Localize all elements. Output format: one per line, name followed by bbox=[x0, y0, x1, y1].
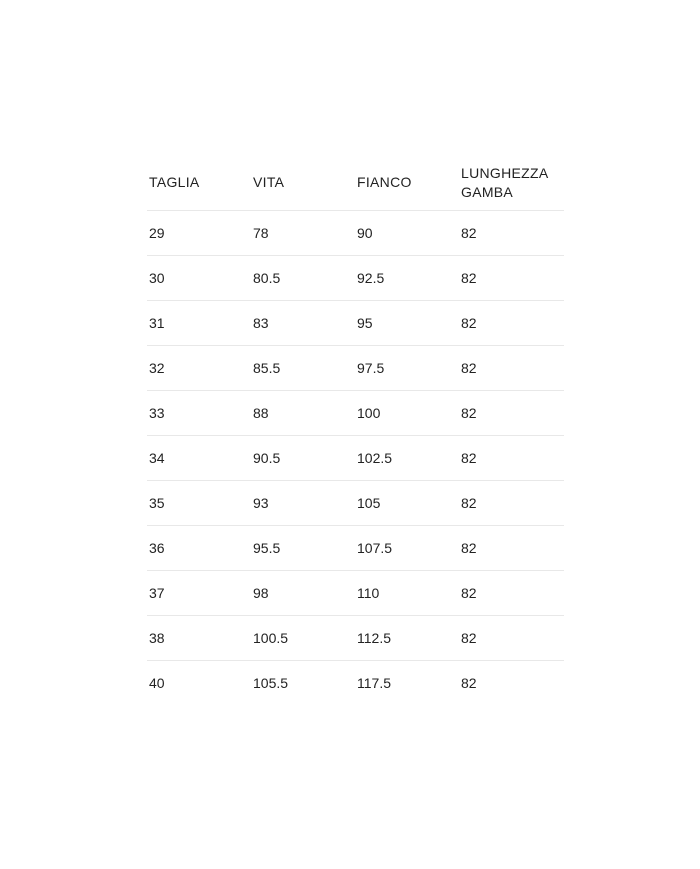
cell-vita: 80.5 bbox=[251, 256, 355, 301]
cell-vita: 93 bbox=[251, 481, 355, 526]
cell-vita: 95.5 bbox=[251, 526, 355, 571]
cell-lunghezza-gamba: 82 bbox=[459, 256, 564, 301]
cell-fianco: 107.5 bbox=[355, 526, 459, 571]
header-vita: VITA bbox=[251, 155, 355, 211]
cell-taglia: 32 bbox=[147, 346, 251, 391]
cell-fianco: 117.5 bbox=[357, 675, 391, 691]
table-row bbox=[147, 661, 564, 706]
table-row bbox=[147, 346, 564, 391]
cell-taglia: 38 bbox=[147, 616, 251, 661]
cell-fianco: 97.5 bbox=[355, 346, 459, 391]
cell-fianco: 90 bbox=[355, 211, 459, 256]
cell-vita: 100.5 bbox=[251, 616, 355, 661]
header-lunghezza-gamba-line-1: LUNGHEZZA bbox=[461, 164, 549, 181]
cell-taglia: 33 bbox=[147, 391, 251, 436]
header-taglia: TAGLIA bbox=[147, 155, 251, 211]
cell-vita: 105.5 bbox=[253, 675, 289, 691]
cell-fianco: 112.5 bbox=[355, 616, 459, 661]
cell-taglia: 29 bbox=[147, 211, 251, 256]
table-row bbox=[147, 301, 564, 346]
cell-taglia: 35 bbox=[147, 481, 251, 526]
table-row bbox=[147, 256, 564, 301]
header-lunghezza-gamba-line-2: GAMBA bbox=[461, 183, 514, 200]
table-row bbox=[147, 616, 564, 661]
table-row bbox=[147, 526, 564, 571]
cell-taglia: 36 bbox=[147, 526, 251, 571]
cell-lunghezza-gamba: 82 bbox=[459, 571, 564, 616]
cell-fianco: 105 bbox=[355, 481, 459, 526]
header-fianco: FIANCO bbox=[355, 155, 459, 211]
cell-vita: 98 bbox=[251, 571, 355, 616]
table-row bbox=[147, 211, 564, 256]
cell-lunghezza-gamba: 82 bbox=[459, 391, 564, 436]
cell-fianco: 102.5 bbox=[355, 436, 459, 481]
cell-lunghezza-gamba: 82 bbox=[459, 616, 564, 661]
cell-taglia: 40 bbox=[149, 675, 165, 691]
cell-lunghezza-gamba: 82 bbox=[461, 675, 477, 691]
cell-fianco: 110 bbox=[355, 571, 459, 616]
size-chart-header bbox=[147, 155, 564, 211]
table-row bbox=[147, 571, 564, 616]
table-row bbox=[147, 391, 564, 436]
table-row bbox=[147, 436, 564, 481]
cell-taglia: 30 bbox=[147, 256, 251, 301]
size-chart-table bbox=[147, 155, 564, 705]
cell-taglia: 37 bbox=[147, 571, 251, 616]
cell-lunghezza-gamba: 82 bbox=[459, 481, 564, 526]
cell-taglia: 31 bbox=[147, 301, 251, 346]
cell-taglia: 34 bbox=[147, 436, 251, 481]
header-lunghezza-gamba bbox=[459, 155, 564, 211]
cell-lunghezza-gamba: 82 bbox=[459, 526, 564, 571]
cell-vita: 78 bbox=[251, 211, 355, 256]
cell-lunghezza-gamba: 82 bbox=[459, 211, 564, 256]
size-chart-body bbox=[147, 211, 564, 706]
table-row bbox=[147, 481, 564, 526]
cell-vita: 88 bbox=[251, 391, 355, 436]
cell-fianco: 92.5 bbox=[355, 256, 459, 301]
cell-vita: 85.5 bbox=[251, 346, 355, 391]
cell-vita: 83 bbox=[251, 301, 355, 346]
cell-lunghezza-gamba: 82 bbox=[459, 436, 564, 481]
header-row bbox=[147, 155, 564, 211]
cell-lunghezza-gamba: 82 bbox=[459, 346, 564, 391]
cell-fianco: 100 bbox=[355, 391, 459, 436]
cell-lunghezza-gamba: 82 bbox=[459, 301, 564, 346]
cell-vita: 90.5 bbox=[251, 436, 355, 481]
cell-fianco: 95 bbox=[355, 301, 459, 346]
